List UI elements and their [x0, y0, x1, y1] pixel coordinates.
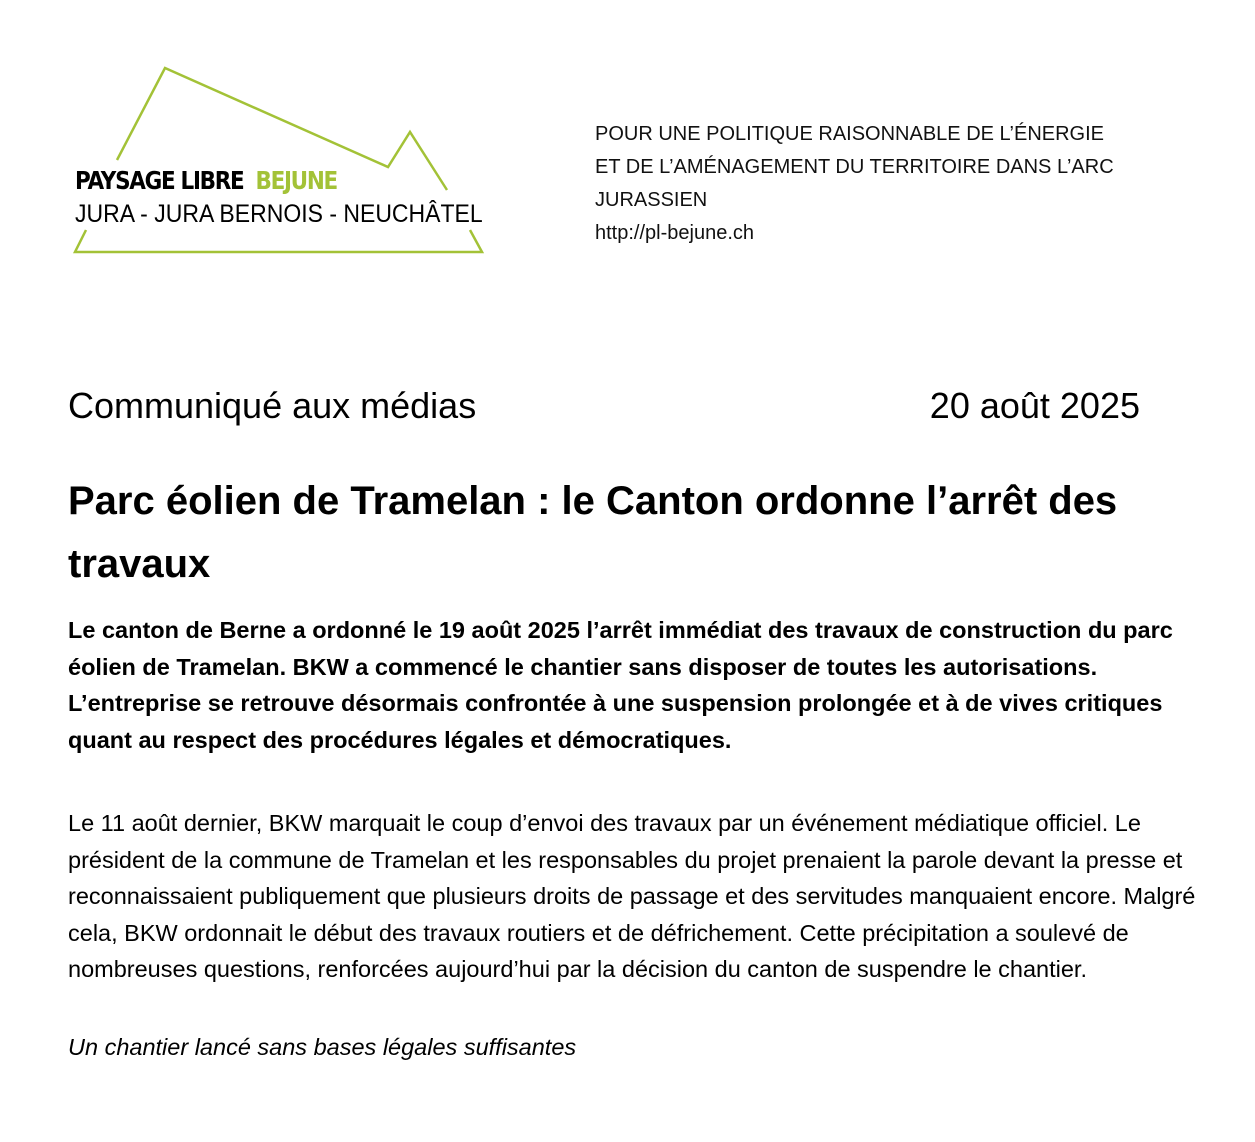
- document-title: Parc éolien de Tramelan : le Canton ordonne l’arrêt des travaux: [68, 479, 1118, 586]
- logo-mountain-outline: [0, 0, 520, 280]
- tagline: [595, 118, 1114, 250]
- logo-name-text: PAYSAGE LIBRE: [75, 166, 244, 195]
- logo-name: [75, 166, 337, 195]
- tagline-line: ET DE L’AMÉNAGEMENT DU TERRITOIRE DANS L’ARC: [595, 156, 1114, 178]
- document-type: Communiqué aux médias: [68, 385, 477, 426]
- tagline-line: POUR UNE POLITIQUE RAISONNABLE DE L’ÉNERGIE: [595, 123, 1105, 145]
- document-date: 20 août 2025: [929, 385, 1140, 426]
- subheading: Un chantier lancé sans bases légales suffisantes: [68, 1034, 577, 1060]
- tagline-line: JURASSIEN: [595, 189, 708, 211]
- lead-paragraph: Le canton de Berne a ordonné le 19 août 2025 l’arrêt immédiat des travaux de construction du parc éolien de Tramelan. BKW a commencé le chantier sans disposer de toutes les autorisations. L’entreprise se retrouve désormais confrontée à une suspension prolongée et à de vives critiques quant au respect des procédures légales et démocratiques.: [68, 617, 1173, 753]
- website-link[interactable]: http://pl-bejune.ch: [595, 222, 754, 244]
- body-paragraph: Le 11 août dernier, BKW marquait le coup d’envoi des travaux par un événement médiatique officiel. Le président de la commune de Tramelan et les responsables du projet prenaient la parole devant la presse et reconnaissaient publiquement que plusieurs droits de passage et des servitudes manquaient encore. Malgré cela, BKW ordonnait le début des travaux routiers et de défrichement. Cette précipitation a soulevé de nombreuses questions, renforcées aujourd’hui par la décision du canton de suspendre le chantier.: [68, 810, 1196, 983]
- logo-accent: BEJUNE: [255, 166, 337, 195]
- logo-regions: JURA - JURA BERNOIS - NEUCHÂTEL: [75, 200, 483, 228]
